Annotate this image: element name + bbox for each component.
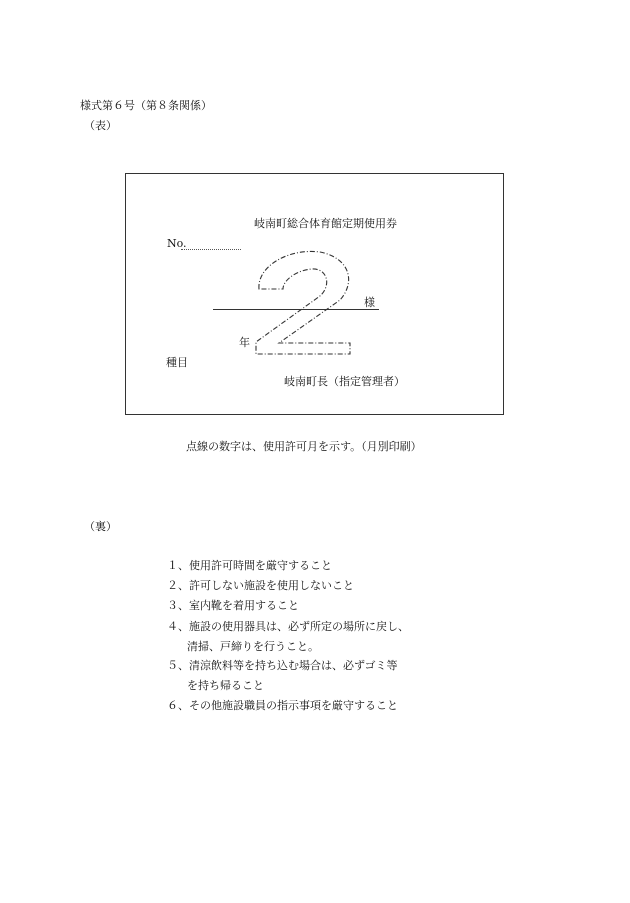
rule-item-2: ２、許可しない施設を使用しないこと (167, 579, 354, 592)
sport-category-label: 種目 (166, 356, 188, 369)
year-label: 年 (239, 336, 250, 349)
rule-item-4: ４、施設の使用器具は、必ず所定の場所に戻し、 (167, 620, 409, 633)
rule-item-4-continued: 清掃、戸締りを行うこと。 (187, 640, 319, 653)
form-number: 様式第６号（第８条関係） (80, 99, 212, 112)
honorific-sama: 様 (364, 296, 375, 309)
holder-name-line (213, 309, 379, 310)
ticket-number-label: No. (167, 237, 187, 250)
front-side-label: （表） (84, 119, 117, 132)
rule-item-6: ６、その他施設職員の指示事項を厳守すること (167, 699, 398, 712)
ticket-title: 岐南町総合体育館定期使用券 (254, 217, 397, 230)
ticket-number-dotted-line (181, 249, 241, 250)
dotted-numeral-note: 点線の数字は、使用許可月を示す。（月別印刷） (186, 440, 422, 453)
rule-item-5-continued: を持ち帰ること (187, 679, 264, 692)
rule-item-5: ５、清涼飲料等を持ち込む場合は、必ずゴミ等 (167, 659, 398, 672)
rule-item-3: ３、室内靴を着用すること (167, 599, 299, 612)
back-side-label: （裏） (84, 520, 117, 533)
rule-item-1: １、使用許可時間を厳守すること (167, 559, 332, 572)
issuer-label: 岐南町長（指定管理者） (284, 375, 405, 388)
